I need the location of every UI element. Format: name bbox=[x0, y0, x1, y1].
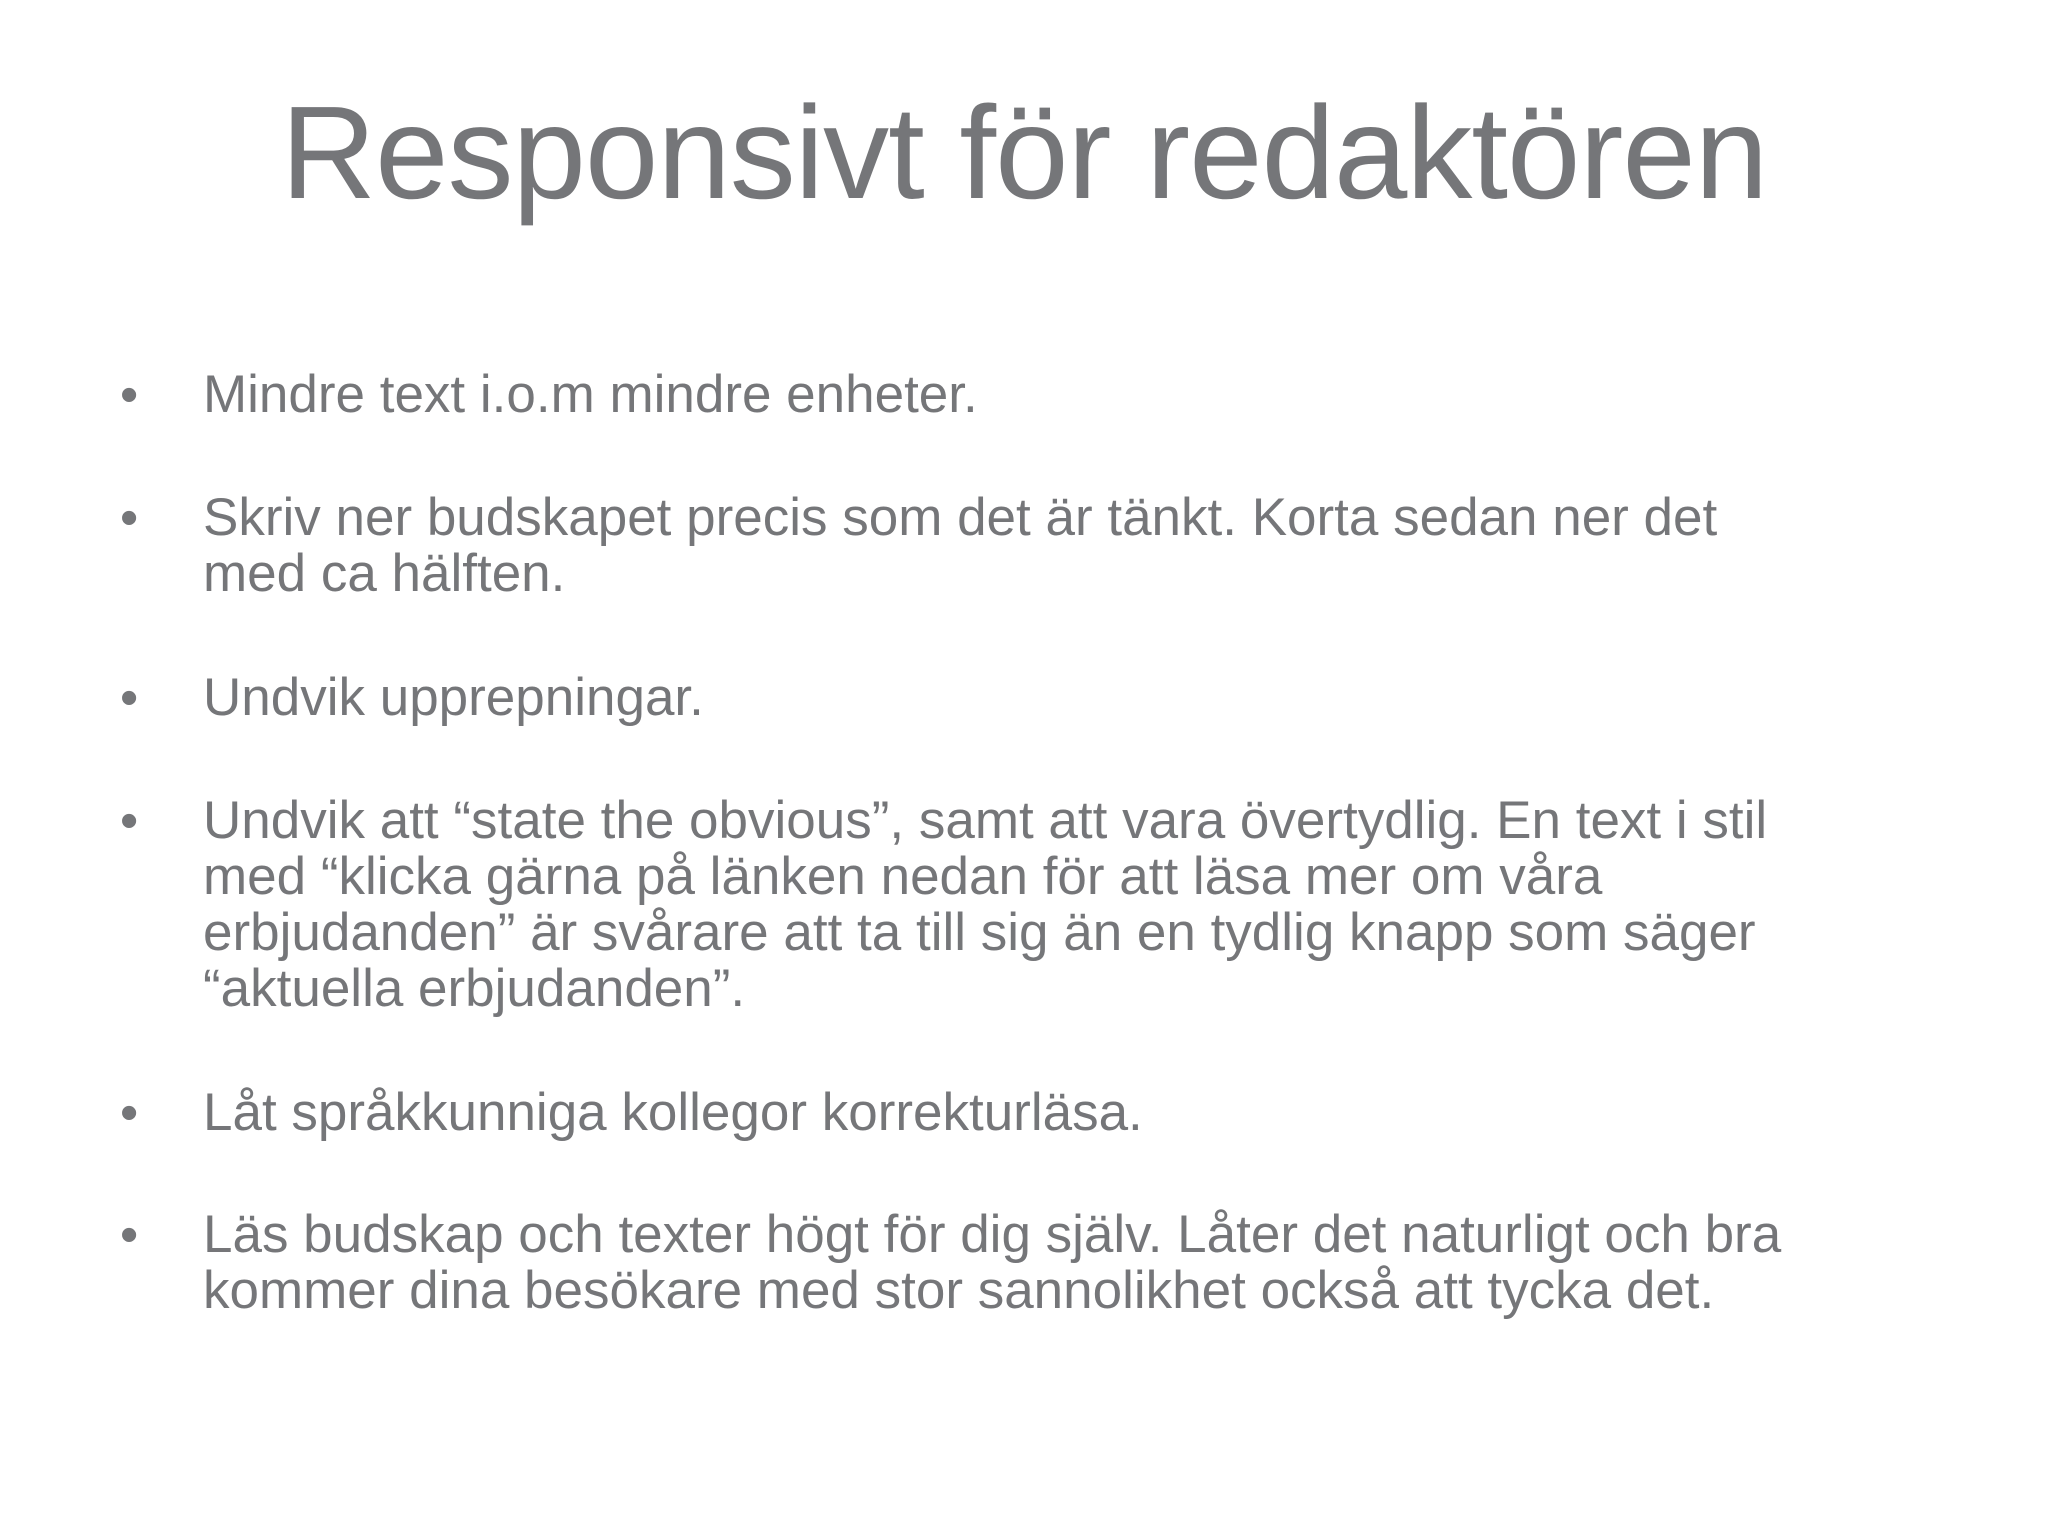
bullet-icon: • bbox=[120, 1084, 139, 1142]
bullet-text: Undvik att “state the obvious”, samt att vara övertydlig. En text i stil med “klicka gärna på länken nedan för att läsa mer om våra erbjudanden” är svårare att ta till sig än en tydlig knapp som säger “aktuella erbjudanden”. bbox=[203, 791, 1768, 1018]
bullet-icon: • bbox=[120, 489, 139, 547]
slide-title: Responsivt för redaktören bbox=[280, 79, 1768, 226]
bullet-text: Mindre text i.o.m mindre enheter. bbox=[203, 365, 978, 424]
bullet-text: Undvik upprepningar. bbox=[203, 668, 704, 727]
bullet-icon: • bbox=[120, 669, 139, 727]
bullet-icon: • bbox=[120, 366, 139, 424]
bullet-icon: • bbox=[120, 1206, 139, 1264]
bullet-icon: • bbox=[120, 792, 139, 850]
bullet-text: Skriv ner budskapet precis som det är tänkt. Korta sedan ner det med ca hälften. bbox=[203, 488, 1718, 603]
bullet-text: Låt språkkunniga kollegor korrekturläsa. bbox=[203, 1083, 1143, 1142]
bullet-text: Läs budskap och texter högt för dig själv. Låter det naturligt och bra kommer dina besökare med stor sannolikhet också att tycka det. bbox=[203, 1205, 1782, 1320]
